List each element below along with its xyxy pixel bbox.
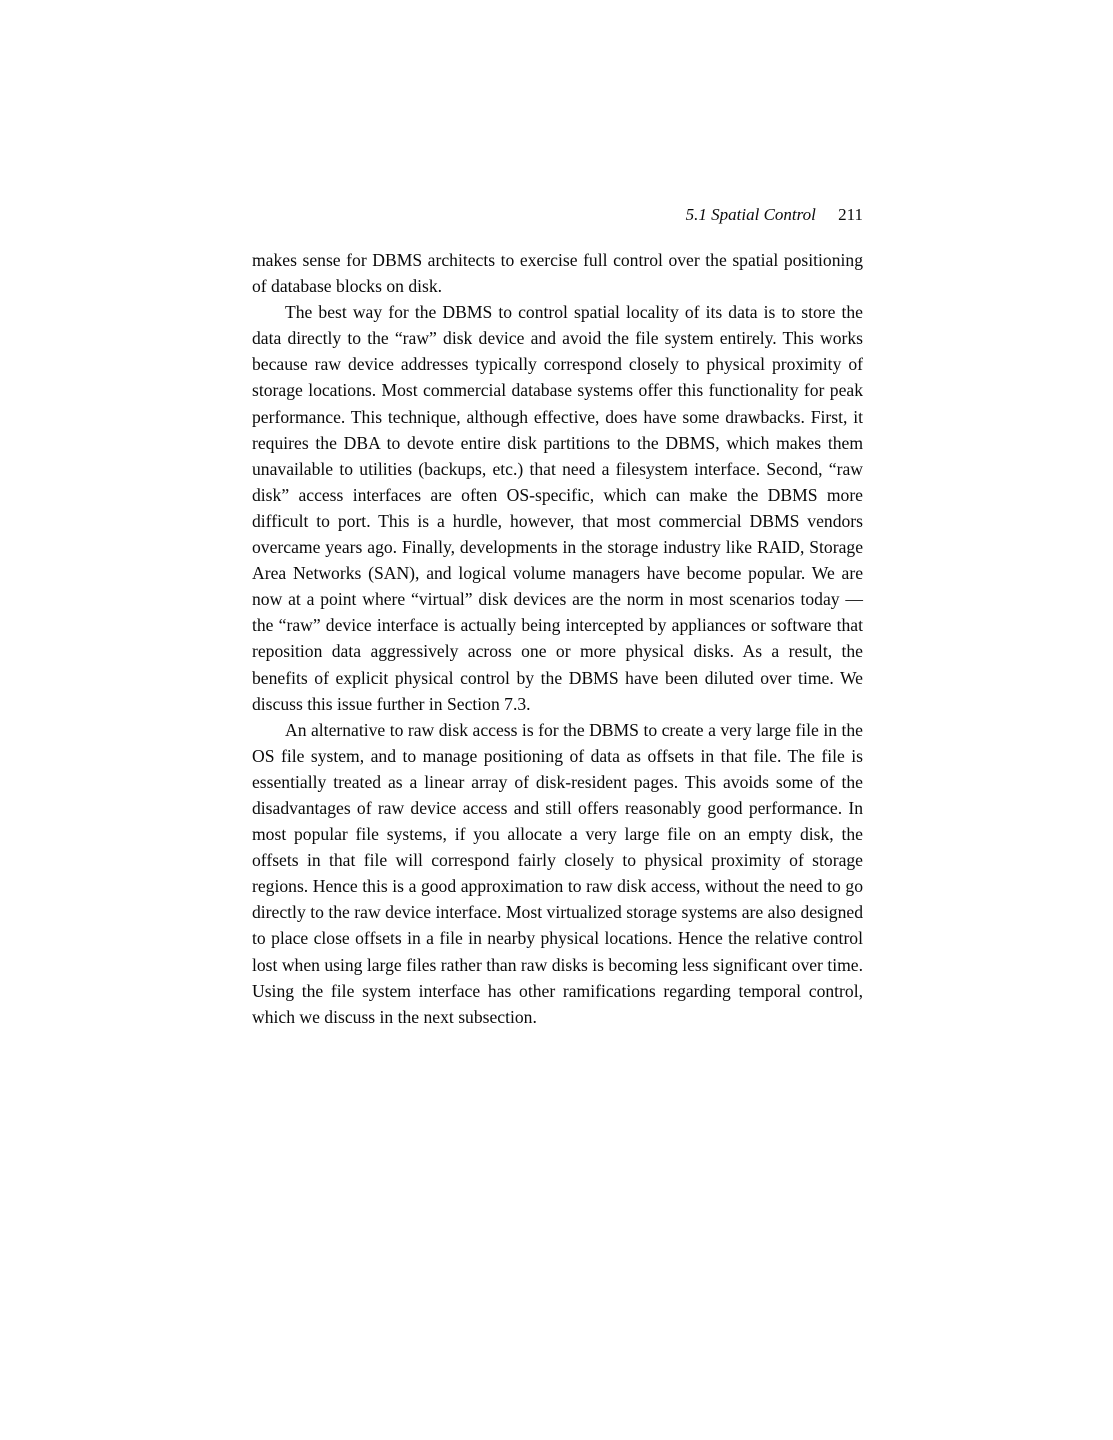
paragraph-continuation: makes sense for DBMS architects to exercise full control over the spatial positioning of database blocks on disk. [252,250,863,297]
paragraph-raw-disk: The best way for the DBMS to control spatial locality of its data is to store the data directly to the “raw” disk device and avoid the file system entirely. This works because raw device addresses typically correspond closely to physical proximity of storage locations. Most commercial database systems offer this functionality for peak performance. This technique, although effective, does have some drawbacks. First, it requires the DBA to devote entire disk partitions to the DBMS, which makes them unavailable to utilities (backups, etc.) that need a filesystem interface. Second, “raw disk” access interfaces are often OS-specific, which can make the DBMS more difficult to port. This is a hurdle, however, that most commercial DBMS vendors overcame years ago. Finally, developments in the storage industry like RAID, Storage Area Networks (SAN), and logical volume managers have become popular. We are now at a point where “virtual” disk devices are the norm in most scenarios today — the “raw” device interface is actually being intercepted by appliances or software that reposition data aggressively across one or more physical disks. As a result, the benefits of explicit physical control by the DBMS have been diluted over time. We discuss this issue further in Section 7.3. [252,302,863,714]
section-title: 5.1 Spatial Control [685,205,816,224]
page-number: 211 [838,205,863,224]
body-text [252,247,863,1030]
running-header [252,205,863,225]
paragraph-large-file: An alternative to raw disk access is for the DBMS to create a very large file in the OS file system, and to manage positioning of data as offsets in that file. The file is essentially treated as a linear array of disk-resident pages. This avoids some of the disadvantages of raw device access and still offers reasonably good performance. In most popular file systems, if you allocate a very large file on an empty disk, the offsets in that file will correspond fairly closely to physical proximity of storage regions. Hence this is a good approximation to raw disk access, without the need to go directly to the raw device interface. Most virtualized storage systems are also designed to place close offsets in a file in nearby physical locations. Hence the relative control lost when using large files rather than raw disks is becoming less significant over time. Using the file system interface has other ramifications regarding temporal control, which we discuss in the next subsection. [252,719,863,1027]
